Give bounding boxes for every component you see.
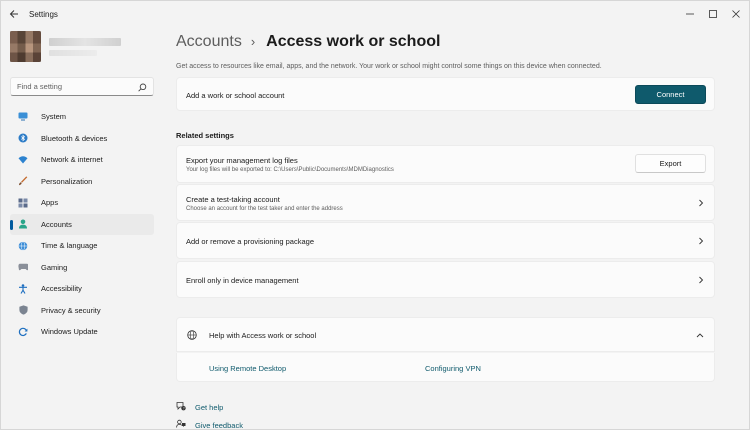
sidebar-item-system[interactable] — [10, 106, 154, 128]
sidebar-item-accessibility[interactable] — [10, 278, 154, 300]
monitor-icon — [18, 112, 28, 122]
test-account-card[interactable] — [176, 184, 715, 221]
profile-name-redacted — [49, 38, 121, 46]
sidebar-item-apps[interactable] — [10, 192, 154, 214]
sidebar-item-label: Accounts — [41, 219, 72, 229]
give-feedback-label: Give feedback — [195, 420, 243, 430]
sidebar-item-bluetooth[interactable] — [10, 128, 154, 150]
add-account-label: Add a work or school account — [186, 91, 285, 100]
breadcrumb-separator: › — [250, 34, 256, 49]
sidebar-item-label: Personalization — [41, 176, 93, 186]
enroll-card[interactable] — [176, 261, 715, 298]
sidebar-item-label: Apps — [41, 198, 59, 208]
get-help-link[interactable] — [176, 401, 223, 413]
provisioning-title: Add or remove a provisioning package — [186, 237, 314, 246]
title-bar — [1, 1, 750, 29]
svg-text:?: ? — [182, 406, 185, 411]
search-input[interactable] — [17, 82, 137, 91]
sidebar-item-personalization[interactable] — [10, 171, 154, 193]
shield-icon — [18, 305, 28, 315]
sidebar-item-accounts[interactable] — [10, 214, 154, 236]
maximize-icon[interactable] — [705, 7, 721, 21]
sidebar-item-label: Privacy & security — [41, 305, 101, 315]
provisioning-card[interactable] — [176, 222, 715, 259]
minimize-icon[interactable] — [682, 7, 698, 21]
gamepad-icon — [18, 262, 28, 272]
sidebar-item-windows-update[interactable] — [10, 321, 154, 343]
connect-button[interactable]: Connect — [635, 85, 706, 104]
help-section-body — [176, 353, 715, 382]
chevron-right-icon — [698, 276, 704, 284]
related-settings-heading: Related settings — [176, 131, 234, 140]
test-account-subtitle: Choose an account for the test taker and enter the address — [186, 206, 343, 212]
bluetooth-icon — [18, 133, 28, 143]
chevron-right-icon — [698, 199, 704, 207]
sidebar-nav — [10, 106, 154, 343]
accessibility-icon — [18, 284, 28, 294]
enroll-title: Enroll only in device management — [186, 276, 299, 285]
export-logs-card — [176, 145, 715, 183]
sidebar-item-label: Time & language — [41, 241, 98, 251]
sidebar-item-label: Network & internet — [41, 155, 103, 165]
feedback-icon — [176, 419, 186, 430]
configuring-vpn-link[interactable]: Configuring VPN — [425, 364, 481, 373]
sidebar-item-gaming[interactable] — [10, 257, 154, 279]
page-description: Get access to resources like email, apps, and the network. Your work or school might control some things on this device when connected. — [176, 63, 602, 70]
sidebar-item-time-language[interactable] — [10, 235, 154, 257]
wifi-icon — [18, 155, 28, 165]
profile-email-redacted — [49, 50, 97, 56]
window-title: Settings — [29, 10, 58, 19]
globe-icon — [187, 330, 197, 342]
sidebar-item-network[interactable] — [10, 149, 154, 171]
export-logs-path: Your log files will be exported to: C:\Users\Public\Documents\MDMDiagnostics — [186, 167, 394, 173]
breadcrumb-parent[interactable]: Accounts — [176, 33, 242, 50]
sidebar-item-label: System — [41, 112, 67, 122]
sidebar-item-label: Gaming — [41, 262, 68, 272]
brush-icon — [18, 176, 28, 186]
back-arrow-icon[interactable] — [9, 9, 23, 21]
export-logs-title: Export your management log files — [186, 156, 298, 165]
help-section-header[interactable] — [176, 317, 715, 352]
export-button[interactable]: Export — [635, 154, 706, 173]
search-icon[interactable] — [138, 83, 147, 94]
breadcrumb — [176, 33, 440, 51]
add-account-card — [176, 77, 715, 111]
help-icon — [176, 401, 186, 413]
apps-icon — [18, 198, 28, 208]
update-icon — [18, 327, 28, 337]
help-title: Help with Access work or school — [209, 331, 317, 340]
sidebar-item-label: Bluetooth & devices — [41, 133, 108, 143]
get-help-label: Get help — [195, 402, 224, 412]
sidebar-item-label: Windows Update — [41, 327, 98, 337]
search-box[interactable] — [10, 77, 154, 96]
test-account-title: Create a test-taking account — [186, 195, 280, 204]
give-feedback-link[interactable] — [176, 419, 243, 430]
sidebar-item-label: Accessibility — [41, 284, 82, 294]
chevron-right-icon — [698, 237, 704, 245]
globe-icon — [18, 241, 28, 251]
page-title: Access work or school — [266, 33, 441, 50]
avatar[interactable] — [10, 31, 41, 62]
person-icon — [18, 219, 28, 229]
remote-desktop-link[interactable]: Using Remote Desktop — [209, 364, 287, 373]
chevron-up-icon[interactable] — [696, 331, 704, 340]
sidebar-item-privacy[interactable] — [10, 300, 154, 322]
close-icon[interactable] — [728, 7, 744, 21]
